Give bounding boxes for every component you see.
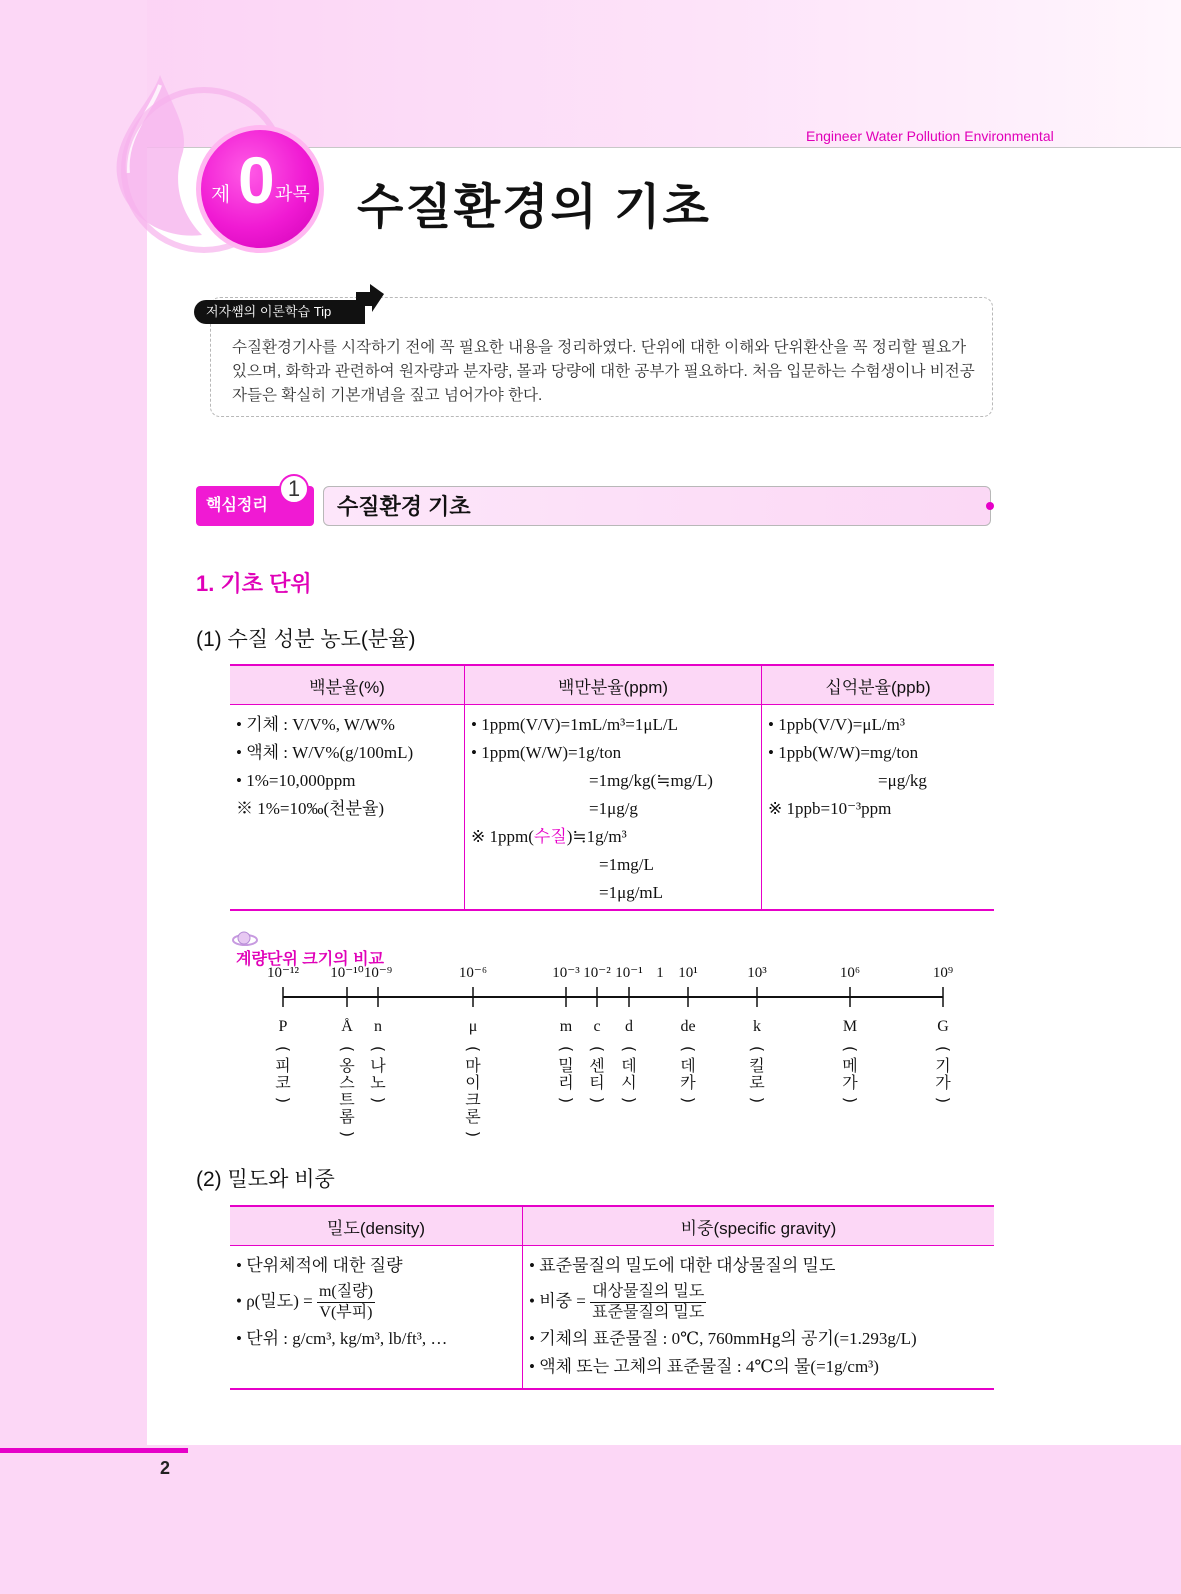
tip-text: 수질환경기사를 시작하기 전에 꼭 필요한 내용을 정리하였다. 단위에 대한 이해와 단위환산을 꼭 정리할 필요가 있으며, 화학과 관련하여 원자량과 분자량, 몰과 당량에 대한 공부가 필요하다. 처음 입문하는 수험생이나 비전공자들은 확실히 기본개념을 짚고 넘어가야 한다.: [232, 339, 975, 404]
scale-name-char: 옹: [339, 1056, 355, 1075]
density-cell: [230, 1246, 523, 1390]
ppb-cell: [762, 705, 995, 911]
scale-exponent: 10⁻²: [583, 965, 611, 981]
scale-name-char: 메: [842, 1056, 858, 1075]
scale-name-char: 로: [749, 1073, 765, 1092]
ppm-cell: [465, 705, 762, 911]
scale-name-char: ): [588, 1096, 607, 1104]
percent-line: • 1%=10,000ppm: [236, 771, 356, 790]
scale-name-char: (: [841, 1045, 860, 1053]
scale-symbol: Å: [341, 1018, 353, 1035]
gravity-denominator: 표준물질의 밀도: [592, 1304, 705, 1321]
scale-symbol: μ: [468, 1018, 478, 1035]
header-ppm: 백만분율(ppm): [465, 665, 762, 705]
gravity-numerator: 대상물질의 밀도: [590, 1282, 706, 1303]
scale-name-char: (: [274, 1045, 293, 1053]
chapter-suffix: 과목: [275, 184, 310, 204]
scale-name-char: 밀: [558, 1056, 574, 1075]
header-percent: 백분율(%): [230, 665, 465, 705]
scale-tick: [364, 965, 392, 1103]
scale-symbol: c: [593, 1018, 601, 1035]
core-tag: 핵심정리: [196, 486, 314, 526]
header-density: 밀도(density): [230, 1206, 523, 1246]
density-denominator: V(부피): [319, 1304, 373, 1321]
bottom-accent-line: [0, 1448, 188, 1453]
scale-name-char: ): [464, 1130, 483, 1138]
ppb-line: • 1ppb(W/W)=mg/ton: [768, 743, 919, 762]
percent-line: ※ 1%=10‰(천분율): [236, 799, 385, 818]
scale-name-char: 피: [275, 1056, 291, 1075]
ppb-line: ※ 1ppb=10⁻³ppm: [768, 799, 892, 818]
scale-name-char: ): [557, 1096, 576, 1104]
scale-exponent: 10⁻¹: [615, 965, 643, 981]
ppm-line: • 1ppm(V/V)=1mL/m³=1μL/L: [471, 715, 678, 734]
scale-tick: [583, 965, 611, 1103]
scale-name-char: 가: [842, 1073, 858, 1092]
scale-tick: [330, 965, 363, 1137]
density-table: [230, 1205, 994, 1390]
ppm-line: =1mg/kg(≒mg/L): [589, 771, 713, 790]
scale-tick: [678, 965, 698, 1103]
ppm-line: =1μg/mL: [599, 883, 664, 902]
scale-exponent: 1: [656, 965, 664, 981]
chapter-prefix: 제: [211, 184, 231, 206]
scale-name-char: ): [620, 1096, 639, 1104]
chapter-title: 수질환경의 기초: [357, 181, 711, 234]
scale-symbol: d: [625, 1018, 633, 1035]
scale-name-char: 시: [621, 1073, 637, 1092]
subsection-2-title: (2) 밀도와 비중: [196, 1168, 335, 1191]
core-title: 수질환경 기초: [337, 494, 471, 519]
scale-name-char: 리: [558, 1073, 574, 1092]
ppm-line: =1mg/L: [599, 855, 654, 874]
scale-name-char: (: [679, 1045, 698, 1053]
scale-name-char: (: [748, 1045, 767, 1053]
ppm-note-prefix: ※ 1ppm(: [471, 827, 534, 846]
scale-name-char: ): [274, 1096, 293, 1104]
scale-exponent: 10⁻³: [552, 965, 580, 981]
series-title: Engineer Water Pollution Environmental: [806, 128, 1054, 144]
scale-tick: [933, 965, 953, 1103]
ppb-line: • 1ppb(V/V)=μL/m³: [768, 715, 905, 734]
ppm-line-water: [471, 823, 755, 851]
scale-name-char: 센: [589, 1056, 605, 1075]
gravity-cell: [523, 1246, 995, 1390]
scale-name-char: ): [338, 1130, 357, 1138]
scale-name-char: 노: [370, 1073, 386, 1092]
density-formula: [236, 1282, 516, 1323]
density-numerator: m(질량): [317, 1282, 375, 1303]
scale-name-char: (: [620, 1045, 639, 1053]
scale-name-char: 롬: [339, 1107, 355, 1126]
header-gravity: 비중(specific gravity): [523, 1206, 995, 1246]
scale-name-char: 가: [935, 1073, 951, 1092]
scale-name-char: ): [679, 1096, 698, 1104]
scale-name-char: 크: [465, 1090, 481, 1109]
scale-tick: [656, 965, 664, 981]
gravity-formula: [529, 1282, 988, 1323]
scale-tick: [552, 965, 580, 1103]
scale-exponent: 10⁶: [839, 965, 861, 981]
compare-title: 계량단위 크기의 비교: [236, 951, 384, 968]
scale-name-char: 이: [465, 1073, 481, 1092]
scale-name-char: 마: [465, 1056, 481, 1075]
scale-name-char: 스: [339, 1073, 355, 1092]
scale-name-char: 카: [680, 1073, 696, 1092]
scale-name-char: 나: [370, 1056, 386, 1075]
gravity-line: • 기체의 표준물질 : 0℃, 760mmHg의 공기(=1.293g/L): [529, 1329, 917, 1348]
scale-name-char: (: [934, 1045, 953, 1053]
scale-name-char: 트: [339, 1090, 355, 1109]
scale-name-char: (: [369, 1045, 388, 1053]
gravity-fraction: [590, 1282, 706, 1323]
section-title: 1. 기초 단위: [196, 571, 312, 596]
scale-tick: [615, 965, 642, 1103]
chapter-number: 0: [238, 143, 275, 217]
scale-name-char: ): [841, 1096, 860, 1104]
scale-exponent: 10⁻¹⁰: [330, 965, 364, 981]
scale-name-char: (: [338, 1045, 357, 1053]
scale-symbol: k: [753, 1018, 761, 1035]
ppm-line: =1μg/g: [589, 799, 638, 818]
scale-exponent: 10⁻⁶: [458, 965, 488, 981]
scale-name-char: ): [369, 1096, 388, 1104]
bottom-band: [0, 1445, 1181, 1594]
header-ppb: 십억분율(ppb): [762, 665, 995, 705]
scale-tick: [459, 965, 487, 1137]
scale-name-char: 기: [935, 1056, 951, 1075]
core-number: 1: [279, 474, 309, 504]
scale-exponent: 10¹: [678, 965, 698, 981]
scale-name-char: 킬: [749, 1056, 765, 1075]
scale-name-char: (: [464, 1045, 483, 1053]
ppm-note-water: 수질: [533, 827, 567, 846]
ppb-line: =μg/kg: [878, 771, 927, 790]
scale-name-char: ): [748, 1096, 767, 1104]
density-formula-prefix: • ρ(밀도) =: [236, 1291, 313, 1311]
scale-exponent: 10⁻⁹: [363, 965, 393, 981]
scale-exponent: 10³: [747, 965, 767, 981]
scale-symbol: M: [842, 1018, 858, 1035]
scale-tick: [840, 965, 860, 1103]
gravity-line: • 액체 또는 고체의 표준물질 : 4℃의 물(=1g/cm³): [529, 1357, 879, 1376]
page-number: 2: [160, 1458, 171, 1478]
concentration-table: [230, 664, 994, 911]
ppm-line: • 1ppm(W/W)=1g/ton: [471, 743, 622, 762]
scale-name-char: (: [557, 1045, 576, 1053]
ppm-note-suffix: )≒1g/m³: [566, 827, 627, 846]
scale-name-char: 티: [589, 1073, 605, 1092]
scale-exponent: 10⁻¹²: [267, 965, 299, 981]
density-line: • 단위 : g/cm³, kg/m³, lb/ft³, …: [236, 1329, 448, 1348]
tip-label: 저자쌤의 이론학습 Tip: [194, 300, 365, 324]
density-fraction: [317, 1282, 375, 1323]
scale-symbol: G: [937, 1018, 949, 1035]
core-dot: [986, 502, 994, 510]
percent-cell: [230, 705, 465, 911]
scale-name-char: 데: [621, 1056, 637, 1075]
scale-name-char: ): [934, 1096, 953, 1104]
percent-line: • 기체 : V/V%, W/W%: [236, 715, 395, 734]
subsection-1-title: (1) 수질 성분 농도(분율): [196, 628, 416, 651]
gravity-line: • 표준물질의 밀도에 대한 대상물질의 밀도: [529, 1256, 836, 1275]
scale-symbol: de: [680, 1018, 696, 1035]
scale-tick: [747, 965, 767, 1103]
scale-name-char: (: [588, 1045, 607, 1053]
scale-symbol: P: [278, 1018, 288, 1035]
density-line: • 단위체적에 대한 질량: [236, 1256, 403, 1275]
scale-name-char: 데: [680, 1056, 696, 1075]
scale-name-char: 론: [465, 1107, 481, 1126]
tip-arrow-icon: [356, 284, 386, 314]
scale-name-char: 코: [275, 1073, 291, 1092]
chapter-badge: [196, 125, 324, 253]
scale-exponent: 10⁹: [932, 965, 954, 981]
scale-tick: [267, 965, 299, 1103]
scale-symbol: n: [374, 1018, 382, 1035]
gravity-formula-prefix: • 비중 =: [529, 1291, 586, 1311]
percent-line: • 액체 : W/V%(g/100mL): [236, 743, 414, 762]
scale-symbol: m: [559, 1018, 573, 1035]
